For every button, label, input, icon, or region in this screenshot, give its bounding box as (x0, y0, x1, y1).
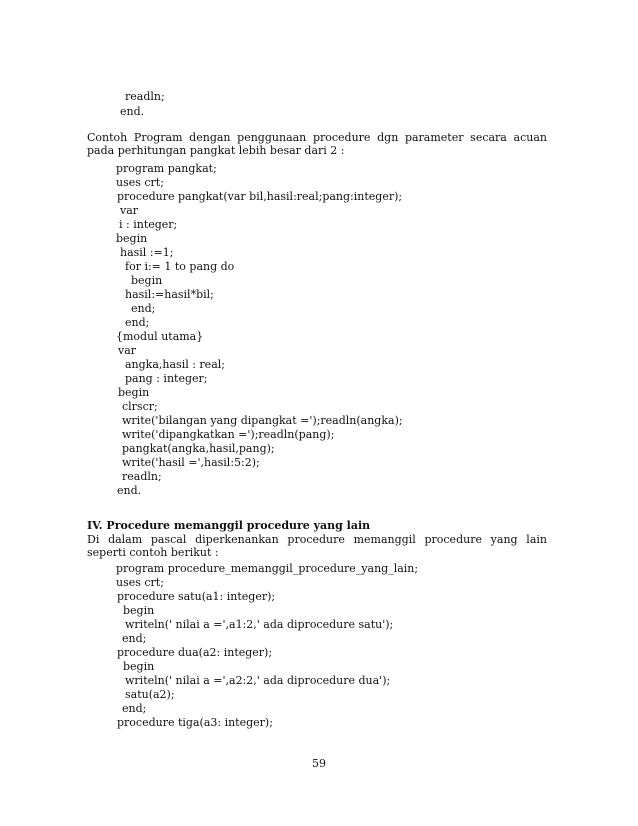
code-line: angka,hasil : real; (125, 358, 225, 371)
code-line: begin (131, 274, 163, 287)
code-line: end; (125, 316, 150, 329)
code-line: procedure pangkat(var bil,hasil:real;pang:integer); (117, 190, 403, 203)
code-line: end; (122, 702, 147, 715)
code-line: procedure satu(a1: integer); (117, 590, 276, 603)
paragraph-description: Di dalam pascal diperkenankan procedure memanggil procedure yang lain seperti contoh berikut : (87, 533, 547, 559)
code-line: write('dipangkatkan =');readln(pang); (122, 428, 335, 441)
code-line: var (120, 204, 139, 217)
code-line: writeln(' nilai a =',a1:2,' ada diprocedure satu'); (125, 618, 394, 631)
code-line: writeln(' nilai a =',a2:2,' ada diprocedure dua'); (125, 674, 391, 687)
code-line: begin (123, 604, 155, 617)
code-line: for i:= 1 to pang do (125, 260, 235, 273)
code-line: program procedure_memanggil_procedure_yang_lain; (116, 562, 419, 575)
code-line: end; (131, 302, 156, 315)
code-line: end. (120, 105, 145, 118)
code-line: end. (117, 484, 142, 497)
code-line: end; (122, 632, 147, 645)
code-line: hasil :=1; (120, 246, 174, 259)
code-line: write('hasil =',hasil:5:2); (122, 456, 260, 469)
section-heading: IV. Procedure memanggil procedure yang lain (87, 519, 371, 532)
code-line: pangkat(angka,hasil,pang); (122, 442, 275, 455)
code-line: begin (123, 660, 155, 673)
code-line: clrscr; (122, 400, 158, 413)
code-line: satu(a2); (125, 688, 175, 701)
code-line: readln; (122, 470, 162, 483)
code-line: var (118, 344, 137, 357)
code-line: pang : integer; (125, 372, 208, 385)
code-line: hasil:=hasil*bil; (125, 288, 214, 301)
code-line: procedure tiga(a3: integer); (117, 716, 273, 729)
page-number: 59 (312, 757, 326, 770)
code-line: uses crt; (116, 576, 164, 589)
code-line: {modul utama} (116, 330, 204, 343)
code-line: readln; (125, 90, 165, 103)
code-line: procedure dua(a2: integer); (117, 646, 273, 659)
code-line: i : integer; (119, 218, 178, 231)
code-line: begin (118, 386, 150, 399)
paragraph-intro: Contoh Program dengan penggunaan procedure dgn parameter secara acuan pada perhitungan pangkat lebih besar dari 2 : (87, 131, 547, 157)
code-line: program pangkat; (116, 162, 217, 175)
code-line: write('bilangan yang dipangkat =');readln(angka); (122, 414, 403, 427)
code-line: begin (116, 232, 148, 245)
code-line: uses crt; (116, 176, 164, 189)
